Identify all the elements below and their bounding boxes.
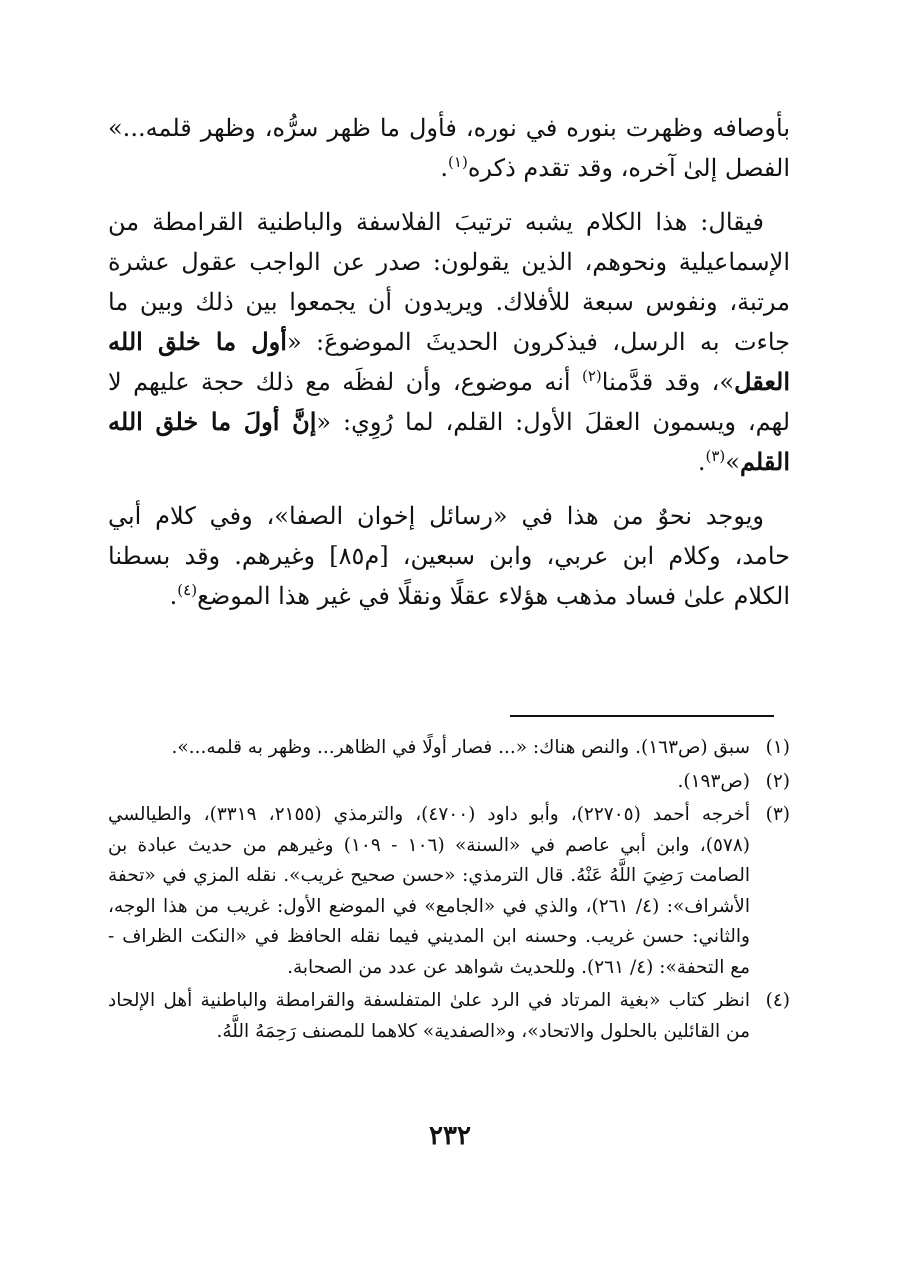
footnote-2: [108, 767, 790, 798]
paragraph-2-text-d: »: [725, 448, 740, 476]
paragraph-2-end: .: [697, 448, 706, 476]
footnote-text: أخرجه أحمد (٢٢٧٠٥)، وأبو داود (٤٧٠٠)، والترمذي (٢١٥٥، ٣٣١٩)، والطيالسي (٥٧٨)، وابن أبي عاصم في «السنة» (١٠٦ - ١٠٩) وغيرهم من حديث عبادة بن الصامت رَضِيَ اللَّهُ عَنْهُ. قال الترمذي: «حسن صحيح غريب». نقله المزي في «تحفة الأشراف»: (٤/ ٢٦١)، والذي في «الجامع» في الموضع الأول: غريب من هذا الوجه، والثاني: حسن غريب. وحسنه ابن المديني فيما نقله الحافظ في «النكت الظراف - مع التحفة»: (٤/ ٢٦١). وللحديث شواهد عن عدد من الصحابة.: [108, 804, 750, 978]
hadith-quote-pen: إنَّ أولَ ما خلق الله القلم: [108, 407, 790, 476]
paragraph-3: [108, 496, 790, 616]
main-text: [108, 108, 790, 630]
paragraph-3-end: .: [169, 582, 178, 610]
footnote-separator: [510, 715, 774, 717]
footnote-ref-2[interactable]: (٢): [581, 367, 602, 385]
footnote-number: (٣): [765, 804, 790, 825]
footnote-4: [108, 986, 790, 1047]
paragraph-2-text-c: أنه موضوع، وأن لفظَه مع ذلك حجة عليهم لا لهم، ويسمون العقلَ الأول: القلم، لما رُوِي: «: [108, 368, 791, 436]
paragraph-2-text-b: »، وقد قدَّمنا: [601, 368, 735, 396]
paragraph-1: [108, 108, 790, 188]
footnote-number: (٢): [765, 770, 790, 792]
paragraph-1-text: بأوصافه وظهرت بنوره في نوره، فأول ما ظهر سرُّه، وظهر قلمه...» الفصل إلىٰ آخره، وقد تقدم ذكره: [108, 114, 790, 182]
footnote-ref-4[interactable]: (٤): [177, 581, 198, 599]
paragraph-2: [108, 202, 790, 482]
page-number: ٢٣٢: [429, 1121, 471, 1151]
footnote-3: [108, 800, 790, 983]
footnote-text: سبق (ص١٦٣). والنص هناك: «... فصار أولًا في الظاهر... وظهر به قلمه...».: [171, 737, 750, 758]
footnote-number: (١): [765, 737, 790, 758]
paragraph-1-end: .: [440, 154, 449, 182]
footnote-text: (ص١٩٣).: [677, 770, 750, 792]
footnote-text: انظر كتاب «بغية المرتاد في الرد علىٰ المتفلسفة والقرامطة والباطنية أهل الإلحاد من القائلين بالحلول والاتحاد»، و«الصفدية» كلاهما للمصنف رَحِمَهُ اللَّهُ.: [108, 990, 750, 1042]
footnote-1: [108, 733, 790, 764]
footnote-ref-1[interactable]: (١): [448, 153, 468, 171]
footnote-number: (٤): [765, 990, 790, 1011]
paragraph-2-text: فيقال: هذا الكلام يشبه ترتيبَ الفلاسفة والباطنية القرامطة من الإسماعيلية ونحوهم، الذين يقولون: صدر عن الواجب عقول عشرة مرتبة، ونفوس سبعة للأفلاك. ويريدون أن يجمعوا بين ذلك وبين ما جاءت به الرسل، فيذكرون الحديثَ الموضوعَ: «: [108, 208, 791, 356]
hadith-quote-intellect: أول ما خلق الله العقل: [108, 327, 790, 396]
paragraph-3-text: ويوجد نحوٌ من هذا في «رسائل إخوان الصفا»، وفي كلام أبي حامد، وكلام ابن عربي، وابن سبعين، [م٨٥] وغيرهم. وقد بسطنا الكلام علىٰ فساد مذهب هؤلاء عقلًا ونقلًا في غير هذا الموضع: [108, 502, 791, 610]
footnote-ref-3[interactable]: (٣): [705, 447, 726, 465]
footnotes: [108, 733, 790, 1050]
